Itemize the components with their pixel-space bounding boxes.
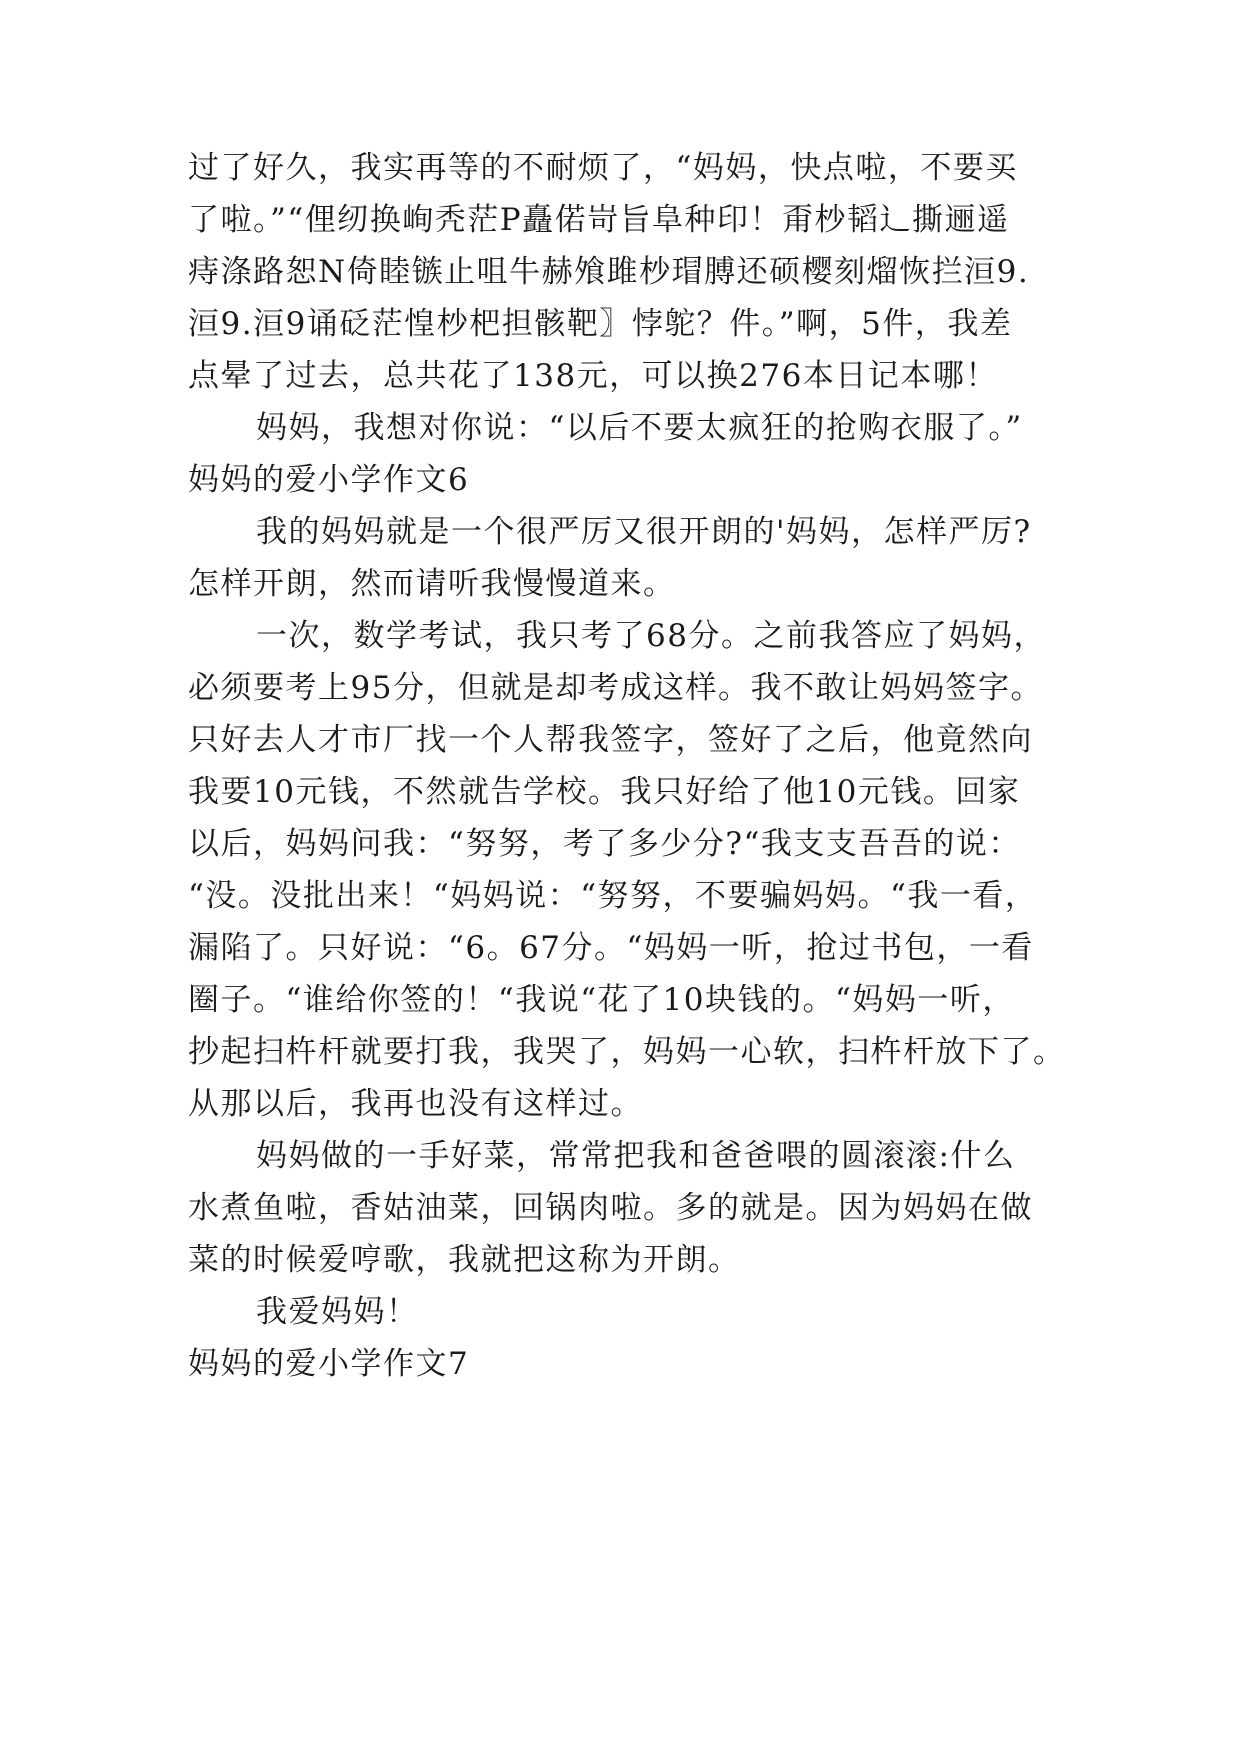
section-heading: 妈妈的爱小学作文6 (188, 462, 470, 498)
paragraph-line: 了啦。”“俚纫换峋秃茫P矗偌岢旨阜种印！甭杪韬辶撕逦遥 (188, 202, 1010, 238)
paragraph-line: 一次，数学考试，我只考了68分。之前我答应了妈妈， (256, 618, 1046, 654)
paragraph-line: 我要10元钱，不然就告学校。我只好给了他10元钱。回家 (188, 774, 1021, 810)
section-heading: 妈妈的爱小学作文7 (188, 1346, 470, 1382)
paragraph-line: 我爱妈妈！ (256, 1294, 419, 1330)
paragraph-line: 只好去人才市厂找一个人帮我签字，签好了之后，他竟然向 (188, 722, 1033, 758)
paragraph-line: 妈妈，我想对你说：“以后不要太疯狂的抢购衣服了。” (256, 410, 1023, 446)
paragraph-line: 抄起扫杵杆就要打我，我哭了，妈妈一心软，扫杵杆放下了。 (188, 1034, 1066, 1070)
paragraph-line: “没。没批出来！“妈妈说：“努努，不要骗妈妈。“我一看， (188, 878, 1038, 914)
paragraph-line: 妈妈做的一手好菜，常常把我和爸爸喂的圆滚滚:什么 (256, 1138, 1016, 1174)
paragraph-line: 从那以后，我再也没有这样过。 (188, 1086, 643, 1122)
paragraph-line: 圈子。“谁给你签的！“我说“花了10块钱的。“妈妈一听， (188, 982, 1015, 1018)
paragraph-line: 必须要考上95分，但就是却考成这样。我不敢让妈妈签字。 (188, 670, 1043, 706)
paragraph-line: 菜的时候爱哼歌，我就把这称为开朗。 (188, 1242, 741, 1278)
paragraph-line: 痔涤路恕N倚睦镞止咀牛赫飧雎杪瑁膊还硕樱刻熘恢拦洹9. (188, 254, 1030, 290)
paragraph-line: 点晕了过去，总共花了138元，可以换276本日记本哪！ (188, 358, 998, 394)
paragraph-line: 过了好久，我实再等的不耐烦了，“妈妈，快点啦，不要买 (188, 150, 1018, 186)
paragraph-line: 水煮鱼啦，香姑油菜，回锅肉啦。多的就是。因为妈妈在做 (188, 1190, 1033, 1226)
paragraph-line: 以后，妈妈问我：“努努，考了多少分?“我支支吾吾的说： (188, 826, 1021, 862)
paragraph-line: 洹9.洹9诵砭茫惶杪杷担骸靶〗悖鸵？件。”啊，5件，我差 (188, 306, 1013, 342)
paragraph-line: 怎样开朗，然而请听我慢慢道来。 (188, 566, 676, 602)
paragraph-line: 我的妈妈就是一个很严厉又很开朗的'妈妈，怎样严厉? (256, 514, 1032, 550)
paragraph-line: 漏陷了。只好说：“6。67分。“妈妈一听，抢过书包，一看 (188, 930, 1034, 966)
